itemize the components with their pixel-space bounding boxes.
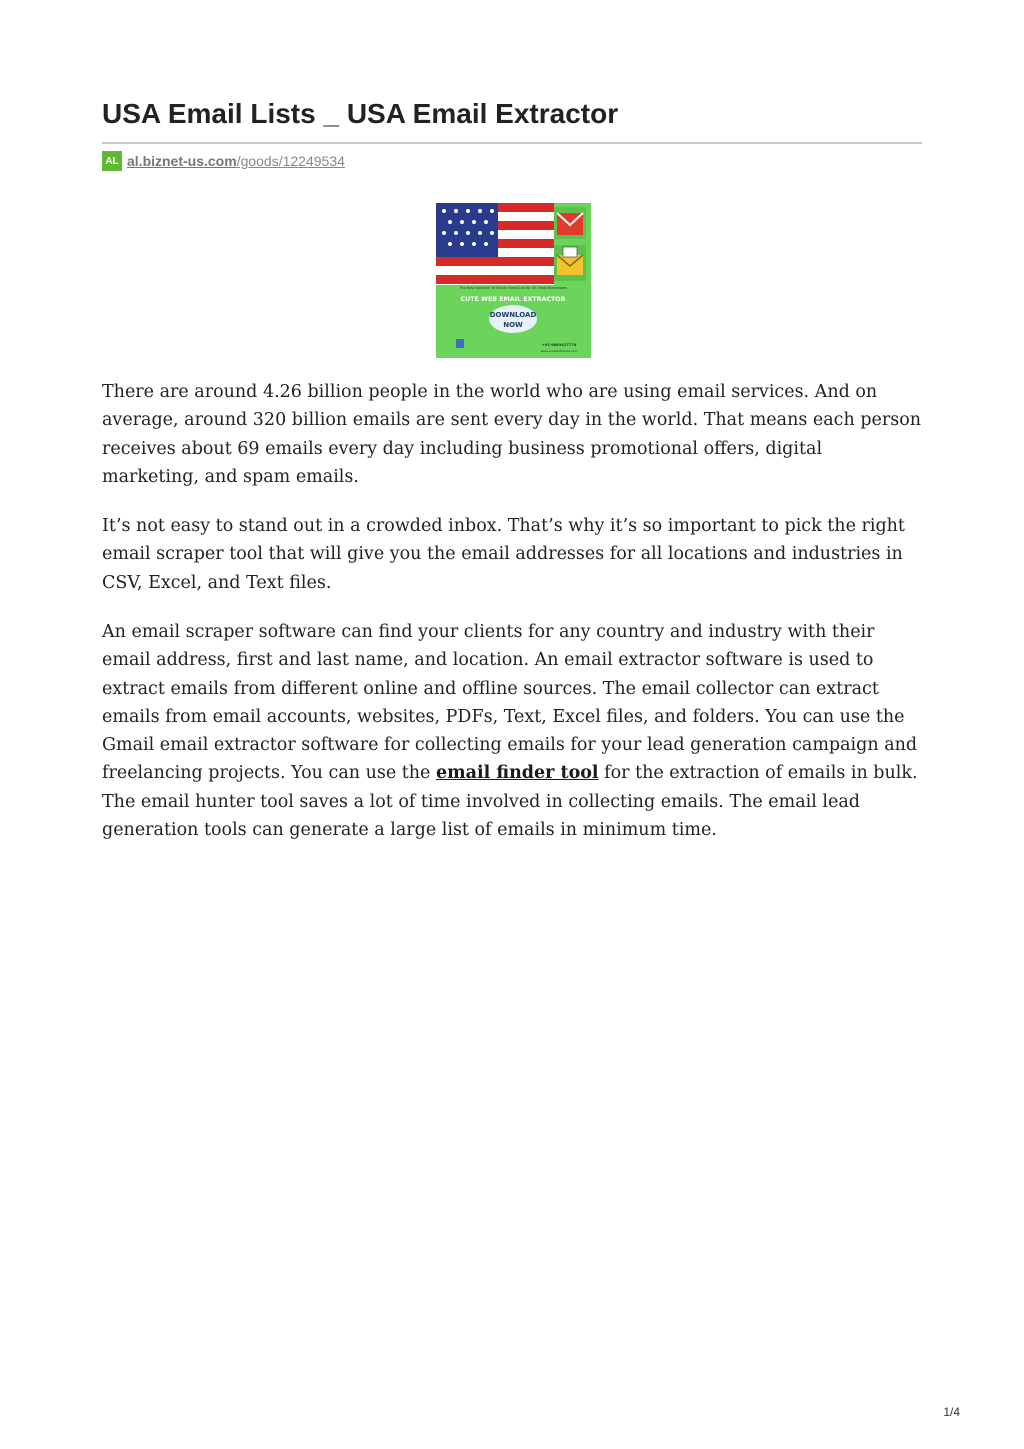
hero-phone: +91-9863417774 [541, 343, 577, 347]
paragraph-3 [102, 618, 922, 844]
hero-logo-icon [456, 339, 464, 348]
paragraph-2: It’s not easy to stand out in a crowded inbox. That’s why it’s so important to pick the right email scraper tool that will give you the email addresses for all locations and industries in CSV, Excel, and Text files. [102, 516, 905, 593]
page-title: USA Email Lists _ USA Email Extractor [102, 98, 619, 129]
source-path-link[interactable]: /goods/12249534 [236, 153, 345, 169]
hero-cta-line2: NOW [503, 321, 523, 329]
paragraph-1: There are around 4.26 billion people in the world who are using email services. And on average, around 320 billion emails are sent every day in the world. That means each person receives about 69 emails every day including business promotional offers, digital marketing, and spam emails. [102, 382, 922, 487]
hero-product-name: CUTE WEB EMAIL EXTRACTOR [460, 296, 566, 303]
page-number: 1/4 [943, 1405, 960, 1419]
site-favicon-icon: AL [102, 151, 122, 171]
hero-tagline: The Best Software To Get An Email List for US Email Businesses [459, 286, 567, 290]
paragraph-3-after: for the extraction of emails in bulk. The email hunter tool saves a lot of time involved in collecting emails. The email lead generation tools can generate a large list of emails in minimum time. [102, 763, 918, 841]
hero-cta-line1: DOWNLOAD [489, 311, 537, 319]
source-domain-link[interactable]: al.biznet-us.com [127, 153, 237, 169]
source-line [102, 150, 345, 172]
paragraph-3-before: An email scraper software can find your clients for any country and industry with their email address, first and last name, and location. An email extractor software is used to extract emails from different online and offline sources. The email collector can extract emails from email accounts, websites, PDFs, Text, Excel files, and folders. You can use the Gmail email extractor software for collecting emails for your lead generation campaign and freelancing projects. You can use the [102, 622, 918, 784]
email-extractor-promo-image [436, 203, 591, 358]
email-finder-tool-link[interactable]: email finder tool [435, 763, 599, 784]
hero-website: www.emailsoftware.com [540, 349, 578, 353]
title-divider [102, 142, 922, 144]
